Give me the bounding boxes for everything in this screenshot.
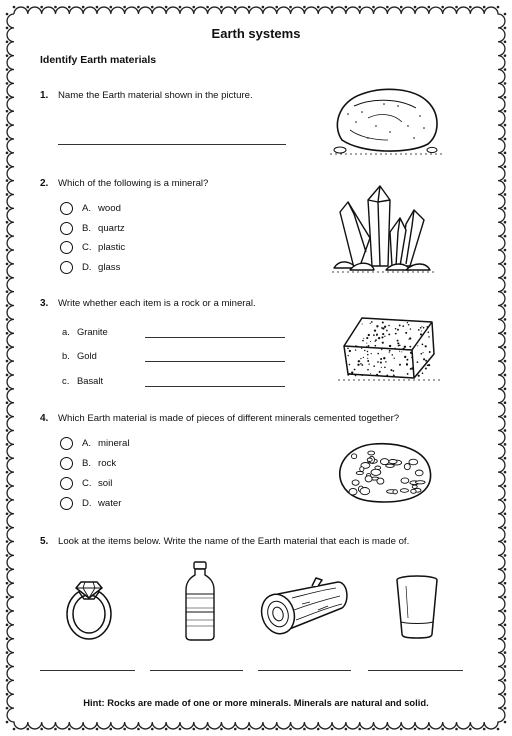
answer-line-bottle[interactable] — [150, 670, 243, 671]
question-text: Which of the following is a mineral? — [58, 178, 209, 189]
page-title: Earth systems — [211, 26, 301, 41]
radio-circle[interactable] — [60, 222, 73, 235]
option-d[interactable]: D. glass — [60, 261, 120, 274]
crystal-cluster-icon — [330, 182, 436, 278]
option-b[interactable]: B. quartz — [60, 222, 125, 235]
question-1 — [40, 90, 253, 101]
granite-block-icon — [336, 310, 442, 384]
item-basalt: c. Basalt — [62, 375, 104, 386]
option-a[interactable]: A. mineral — [60, 437, 129, 450]
question-text: Which Earth material is made of pieces of different minerals cemented together? — [58, 413, 400, 424]
section-subtitle: Identify Earth materials — [40, 54, 157, 66]
radio-circle[interactable] — [60, 202, 73, 215]
boulder-icon — [328, 82, 444, 158]
option-c[interactable]: C. soil — [60, 477, 112, 490]
drinking-glass-icon — [394, 574, 440, 640]
question-3 — [40, 298, 256, 309]
option-c[interactable]: C. plastic — [60, 241, 125, 254]
question-number: 3. — [40, 298, 49, 309]
question-number: 2. — [40, 178, 49, 189]
radio-circle[interactable] — [60, 477, 73, 490]
question-4 — [40, 413, 399, 424]
conglomerate-rock-icon — [334, 438, 434, 506]
answer-line-gold[interactable] — [145, 361, 285, 362]
answer-line-q1[interactable] — [58, 144, 286, 145]
option-d[interactable]: D. water — [60, 497, 121, 510]
question-number: 5. — [40, 536, 49, 547]
option-a[interactable]: A. wood — [60, 202, 121, 215]
hint-text: Hint: Rocks are made of one or more minerals. Minerals are natural and solid. — [83, 697, 429, 708]
answer-line-log[interactable] — [258, 670, 351, 671]
question-2 — [40, 178, 208, 189]
question-text: Write whether each item is a rock or a mineral. — [58, 298, 256, 309]
radio-circle[interactable] — [60, 497, 73, 510]
answer-line-glass[interactable] — [368, 670, 463, 671]
answer-line-basalt[interactable] — [145, 386, 285, 387]
answer-line-ring[interactable] — [40, 670, 135, 671]
radio-circle[interactable] — [60, 261, 73, 274]
radio-circle[interactable] — [60, 457, 73, 470]
option-b[interactable]: B. rock — [60, 457, 116, 470]
item-gold: b. Gold — [62, 350, 97, 361]
answer-line-granite[interactable] — [145, 337, 285, 338]
question-number: 4. — [40, 413, 49, 424]
wood-log-icon — [258, 576, 350, 640]
radio-circle[interactable] — [60, 241, 73, 254]
question-5 — [40, 536, 409, 547]
question-text: Look at the items below. Write the name of the Earth material that each is made of. — [58, 536, 410, 547]
radio-circle[interactable] — [60, 437, 73, 450]
item-granite: a. Granite — [62, 326, 108, 337]
ring-icon — [62, 566, 116, 644]
question-number: 1. — [40, 90, 49, 101]
water-bottle-icon — [182, 560, 218, 642]
question-text: Name the Earth material shown in the picture. — [58, 90, 253, 101]
